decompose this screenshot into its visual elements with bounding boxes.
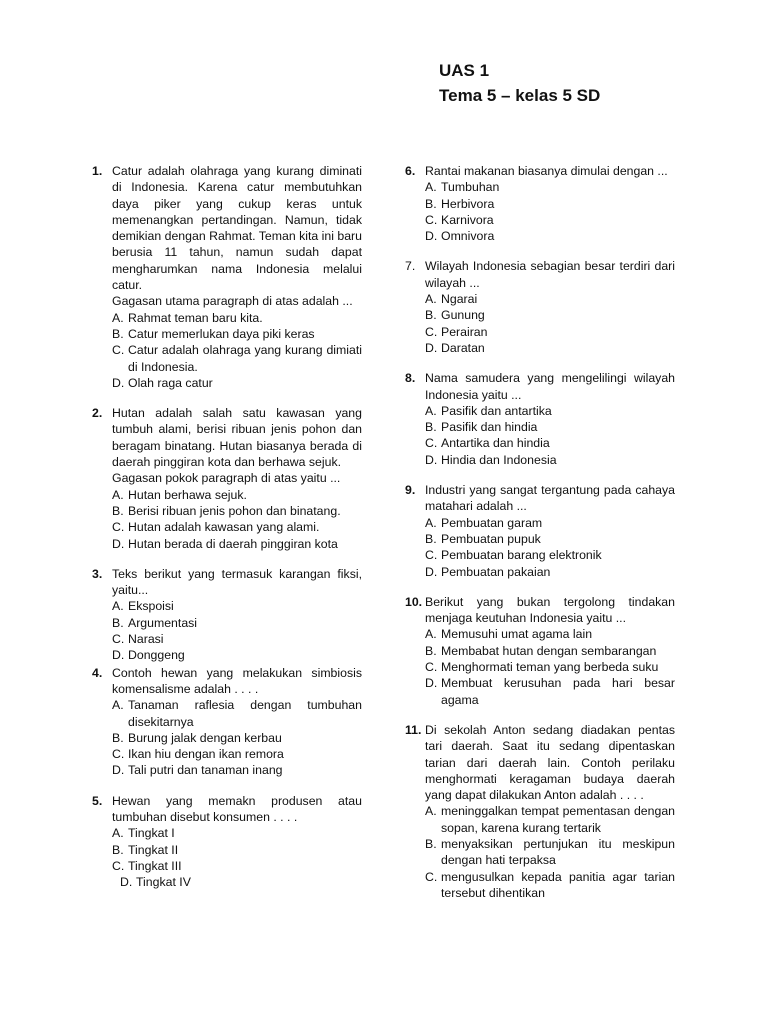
question-number: 10. — [405, 594, 423, 609]
question-8 — [405, 370, 675, 468]
option-c: C. Ikan hiu dengan ikan remora — [112, 747, 284, 762]
question-7 — [405, 258, 675, 356]
option-b: B. Catur memerlukan daya piki keras — [112, 326, 315, 341]
question-text: Teks berikut yang termasuk karangan fiksi, yaitu... — [112, 566, 362, 598]
option-c: C. Tingkat III — [112, 858, 182, 873]
question-text: Di sekolah Anton sedang diadakan pentas tari daerah. Saat itu sedang dipentaskan tarian dari daerah lain. Contoh perilaku menghormati keragaman budaya daerah yang dapat dilakukan Anton adalah . . . . — [425, 722, 675, 803]
option-d: D. Hutan berada di daerah pinggiran kota — [112, 536, 338, 551]
option-a: A. Tumbuhan — [425, 180, 500, 195]
option-a: A. Pembuatan garam — [425, 515, 543, 530]
option-d: D. Olah raga catur — [112, 375, 213, 390]
option-b: B. Herbivora — [425, 196, 495, 211]
option-a: A. Tanaman raflesia dengan tumbuhan disekitarnya — [112, 698, 362, 729]
option-a: A. Ekspoisi — [112, 599, 174, 614]
question-number: 1. — [92, 164, 103, 178]
option-b: B. Argumentasi — [112, 615, 198, 630]
question-number: 7. — [405, 259, 416, 274]
option-b: B. menyaksikan pertunjukan itu meskipun dengan hati terpaksa — [425, 836, 675, 868]
option-c: C. Pembuatan barang elektronik — [425, 548, 602, 563]
option-c: C. Karnivora — [425, 212, 494, 227]
option-d: D. Tingkat IV — [120, 875, 191, 890]
option-a: A. Tingkat I — [112, 826, 175, 841]
question-text: Industri yang sangat tergantung pada cahaya matahari adalah ... — [425, 483, 675, 514]
question-2 — [92, 405, 362, 552]
question-4 — [92, 665, 362, 779]
option-b: B. Berisi ribuan jenis pohon dan binatang. — [112, 503, 341, 518]
option-c: C. Catur adalah olahraga yang kurang dimiati di Indonesia. — [112, 343, 362, 374]
question-9 — [405, 482, 675, 580]
option-c: C. Menghormati teman yang berbeda suku — [425, 660, 659, 675]
question-10 — [405, 594, 675, 708]
question-6 — [405, 163, 675, 244]
question-text: Wilayah Indonesia sebagian besar terdiri dari wilayah ... — [425, 259, 675, 290]
exam-title: UAS 1 — [439, 61, 490, 80]
option-d: D. Pembuatan pakaian — [425, 564, 551, 579]
question-text: Catur adalah olahraga yang kurang diminati di Indonesia. Karena catur membutuhkan daya piker yang cukup keras untuk memenangkan pertandingan. Namun, tidak demikian dengan Rahmat. Teman kita ini baru berusia 11 tahun, namun sudah dapat mengharumkan nama Indonesia melalui catur. — [112, 164, 362, 293]
option-c: C. Antartika dan hindia — [425, 436, 550, 451]
question-number: 8. — [405, 371, 416, 386]
question-text: Hewan yang memakn produsen atau tumbuhan disebut konsumen . . . . — [112, 793, 362, 824]
question-11 — [405, 722, 675, 901]
option-b: B. Gunung — [425, 308, 485, 323]
option-d: D. Daratan — [425, 340, 485, 355]
question-number: 11. — [405, 722, 422, 737]
left-column — [92, 163, 362, 904]
question-5 — [92, 793, 362, 891]
question-number: 2. — [92, 406, 103, 421]
question-1 — [92, 163, 362, 391]
question-prompt: Gagasan utama paragraph di atas adalah ... — [112, 294, 353, 309]
option-a: A. Memusuhi umat agama lain — [425, 627, 593, 642]
option-d: D. Omnivora — [425, 229, 495, 244]
option-d: D. Membuat kerusuhan pada hari besar agama — [425, 676, 675, 707]
option-d: D. Hindia dan Indonesia — [425, 452, 557, 467]
option-c: C. Narasi — [112, 632, 164, 647]
question-number: 6. — [405, 164, 416, 178]
option-a: A. Ngarai — [425, 292, 478, 307]
option-a: A. Pasifik dan antartika — [425, 403, 552, 418]
exam-subtitle: Tema 5 – kelas 5 SD — [439, 86, 601, 105]
option-b: B. Tingkat II — [112, 842, 179, 857]
question-text: Hutan adalah salah satu kawasan yang tumbuh alami, berisi ribuan jenis pohon dan beragam binatang. Hutan biasanya berada di daerah pinggiran kota dan berhawa sejuk. — [112, 406, 362, 470]
page-header — [439, 58, 600, 108]
option-b: B. Burung jalak dengan kerbau — [112, 730, 282, 745]
option-b: B. Pasifik dan hindia — [425, 420, 538, 435]
question-text: Rantai makanan biasanya dimulai dengan ... — [425, 164, 668, 178]
question-text: Berikut yang bukan tergolong tindakan menjaga keutuhan Indonesia yaitu ... — [425, 594, 675, 626]
option-a: A. Hutan berhawa sejuk. — [112, 487, 247, 502]
question-text: Nama samudera yang mengelilingi wilayah Indonesia yaitu ... — [425, 371, 675, 402]
question-prompt: Gagasan pokok paragraph di atas yaitu ... — [112, 471, 341, 486]
option-c: C. mengusulkan kepada panitia agar tarian tersebut dihentikan — [425, 869, 675, 900]
option-d: D. Tali putri dan tanaman inang — [112, 763, 283, 778]
option-c: C. Perairan — [425, 324, 488, 339]
option-b: B. Pembuatan pupuk — [425, 531, 541, 546]
question-number: 4. — [92, 665, 103, 680]
option-a: A. Rahmat teman baru kita. — [112, 310, 263, 325]
question-number: 9. — [405, 483, 416, 498]
question-number: 3. — [92, 566, 103, 581]
question-text: Contoh hewan yang melakukan simbiosis komensalisme adalah . . . . — [112, 665, 362, 696]
option-b: B. Membabat hutan dengan sembarangan — [425, 643, 657, 658]
option-c: C. Hutan adalah kawasan yang alami. — [112, 520, 320, 535]
question-3 — [92, 566, 362, 664]
option-a: A. meninggalkan tempat pementasan dengan sopan, karena kurang tertarik — [425, 804, 675, 835]
right-column — [405, 163, 675, 915]
option-d: D. Donggeng — [112, 648, 185, 663]
question-number: 5. — [92, 793, 103, 808]
